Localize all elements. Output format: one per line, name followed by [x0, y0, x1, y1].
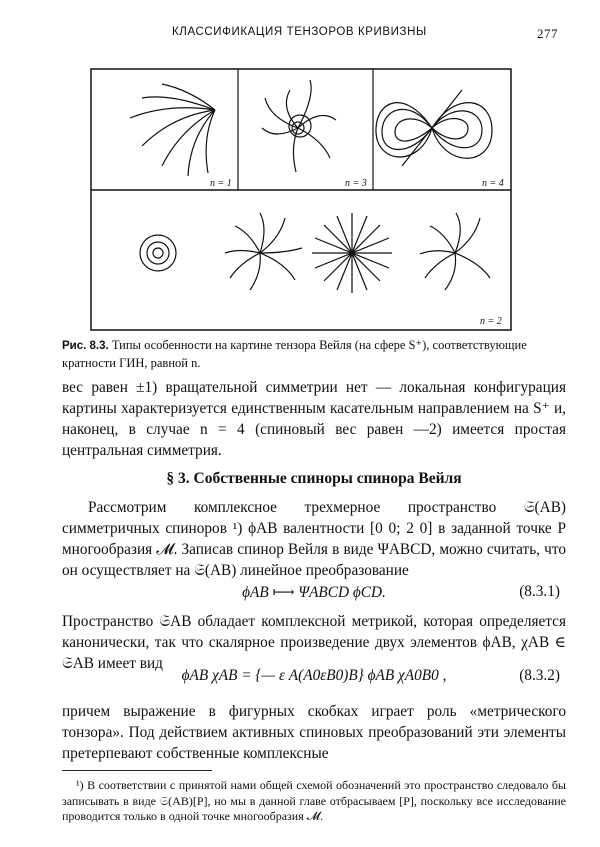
caption-label: Рис. 8.3. [62, 340, 109, 352]
panel-n3-pattern [262, 80, 336, 172]
paragraph-3: Пространство 𝔖AB обладает комплексной метрикой, которая определяется канонически, так что скалярное произведение двух элементов ϕAB, χAB ∈ 𝔖AB имеет вид [62, 613, 566, 672]
equation-8-3-2 [62, 667, 566, 689]
spiral-pattern-2 [420, 213, 490, 290]
panel-label-n4: n = 4 [482, 178, 504, 189]
weyl-singularity-figure [90, 68, 512, 331]
equation-formula: ϕAB χAB = {— ε A(A0εB0)B} ϕAB χA0B0 , [181, 667, 447, 684]
footnote-rule [62, 770, 212, 771]
spiral-pattern [225, 213, 302, 290]
panel-n1-pattern [130, 84, 215, 176]
concentric-circles-pattern [140, 235, 176, 271]
equation-number: (8.3.1) [519, 583, 560, 600]
panel-label-n2: n = 2 [480, 316, 502, 327]
caption-text: Типы особенности на картине тензора Вейля (на сфере S⁺), соответствующие кратности ГИН, равной n. [62, 338, 527, 370]
radial-star-pattern [312, 213, 392, 293]
equation-number: (8.3.2) [519, 667, 560, 684]
equation-8-3-1 [62, 583, 566, 605]
panel-n4-pattern [376, 90, 492, 166]
figure-caption [62, 337, 564, 372]
section-title: § 3. Собственные спиноры спинора Вейля [166, 470, 462, 487]
panel-label-n3: n = 3 [345, 178, 367, 189]
footnote: ¹) В соответствии с принятой нами общей схемой обозначений это пространство следовало бы записывать в виде 𝔖(AB)[P], но мы в данной главе отбрасываем [P], поскольку все исследование проводится только в одной точке многообразия 𝓜. [62, 778, 566, 823]
panel-label-n1: n = 1 [210, 178, 232, 189]
page-number: 277 [537, 26, 558, 41]
running-head: КЛАССИФИКАЦИЯ ТЕНЗОРОВ КРИВИЗНЫ [172, 26, 427, 38]
paragraph-2: Рассмотрим комплексное трехмерное пространство 𝔖(AB) симметричных спиноров ¹) ϕAB валентности [0 0; 2 0] в заданной точке P многообразия 𝓜. Записав спинор Вейля в виде ΨABCD, можно считать, что он осуществляет на 𝔖(AB) линейное преобразование [62, 499, 566, 579]
equation-formula: ϕAB ⟼ ΨABCD ϕCD. [242, 584, 386, 601]
paragraph-1: вес равен ±1) вращательной симметрии нет — локальная конфигурация картины характеризуется единственным касательным направлением на S⁺ и, наконец, в случае n = 4 (спиновый вес равен —2) имеется простая центральная симметрия. [62, 379, 566, 459]
paragraph-4: причем выражение в фигурных скобках играет роль «метрического тонзора». Под действием активных спиновых преобразований эти элементы претерпевают собственные комплексные [62, 703, 566, 762]
